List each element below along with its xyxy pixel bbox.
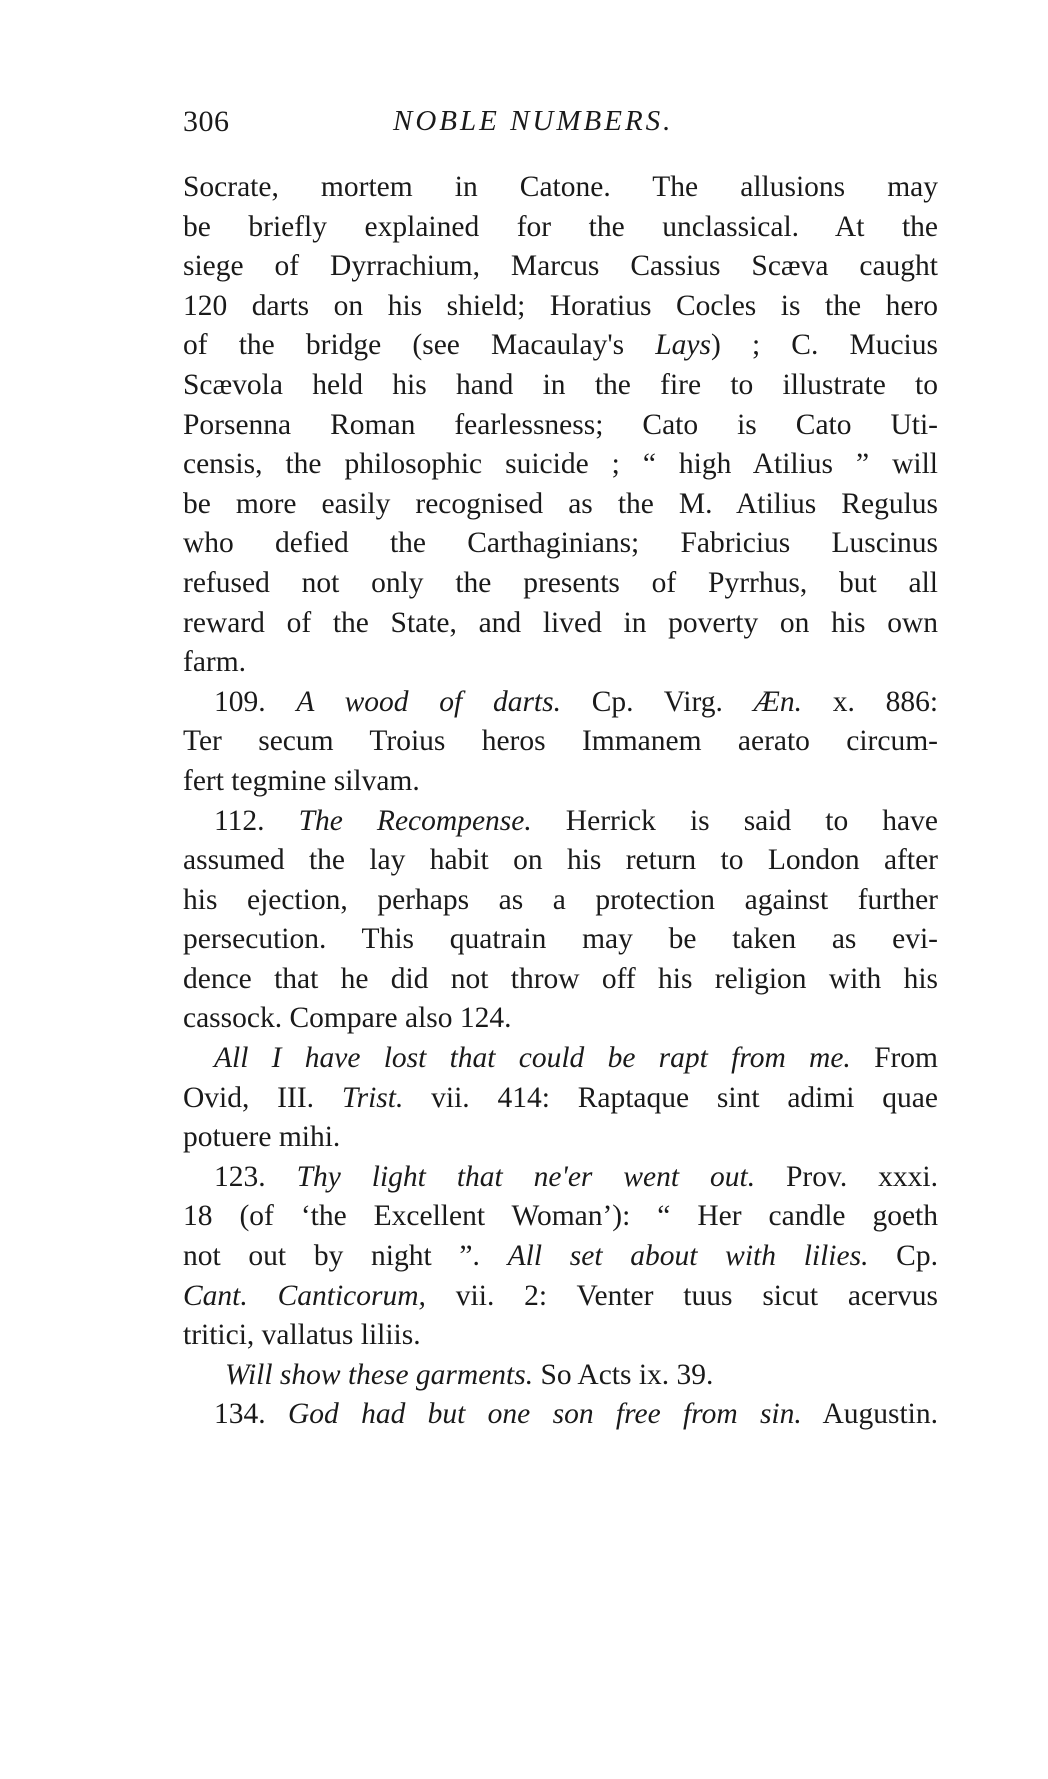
text-line: who defied the Carthaginians; Fabricius Luscinus — [183, 527, 938, 560]
text-line: reward of the State, and lived in poverty on his own — [183, 606, 938, 639]
page-number: 306 — [183, 105, 230, 138]
note-134-heading — [183, 1395, 938, 1435]
note-109-heading — [183, 683, 938, 723]
note-lemma: All I have lost that could be rapt from me. — [214, 1042, 851, 1075]
text-line — [183, 1277, 938, 1317]
text-run: So Acts ix. 39. — [533, 1358, 714, 1391]
note-lemma-line — [183, 1039, 938, 1079]
text-line: his ejection, perhaps as a protection against further — [183, 883, 938, 916]
note-lemma-line — [183, 1356, 938, 1396]
text-run: From — [850, 1042, 938, 1075]
text-line: Socrate, mortem in Catone. The allusions may — [183, 171, 938, 203]
text-run: vii. 2: Venter tuus sicut acervus — [425, 1279, 938, 1312]
note-lemma: God had but one son free from sin. — [287, 1398, 802, 1431]
text-run: Augustin. — [801, 1398, 938, 1431]
text-line: 18 (of ‘the Excellent Woman’): “ Her candle goeth — [183, 1200, 938, 1233]
italic-title: Æn. — [753, 685, 802, 718]
note-number: 112. — [214, 804, 299, 837]
text-line: 120 darts on his shield; Horatius Cocles is the hero — [183, 289, 938, 322]
text-run: ) ; C. Mucius — [711, 329, 938, 362]
text-line: Porsenna Roman fearlessness; Cato is Cato Uti- — [183, 408, 938, 441]
text-run: Herrick is said to have — [531, 804, 938, 837]
text-line: dence that he did not throw off his religion with his — [183, 962, 938, 995]
text-run: Cp. — [868, 1240, 938, 1273]
text-line: assumed the lay habit on his return to London after — [183, 844, 938, 877]
text-run: vii. 414: Raptaque sint adimi quae — [403, 1081, 938, 1114]
text-line — [183, 1079, 938, 1119]
text-line: persecution. This quatrain may be taken as evi- — [183, 923, 938, 956]
text-line: fert tegmine silvam. — [183, 764, 420, 797]
running-title: NOBLE NUMBERS. — [393, 105, 674, 137]
text-run: of the bridge (see Macaulay's — [183, 329, 656, 362]
text-line: siege of Dyrrachium, Marcus Cassius Scæva caught — [183, 250, 938, 283]
italic-title: Cant. Canticorum, — [183, 1279, 426, 1312]
text-line — [183, 1237, 938, 1277]
text-line — [183, 326, 938, 366]
text-run: Cp. Virg. — [560, 685, 754, 718]
text-line: refused not only the presents of Pyrrhus, but all — [183, 566, 938, 599]
note-112-heading — [183, 802, 938, 842]
text-run: x. 886: — [801, 685, 939, 718]
text-line: censis, the philosophic suicide ; “ high Atilius ” will — [183, 448, 938, 481]
text-line: cassock. Compare also 124. — [183, 1002, 512, 1035]
text-line: farm. — [183, 646, 247, 679]
note-lemma: A wood of darts. — [296, 685, 561, 718]
italic-title: Lays — [655, 329, 711, 362]
text-run: Ovid, III. — [183, 1081, 342, 1114]
text-line: Scævola held his hand in the fire to illustrate to — [183, 368, 938, 401]
page-header — [183, 105, 943, 149]
note-lemma: All set about with lilies. — [507, 1240, 869, 1273]
note-lemma: The Recompense. — [298, 804, 532, 837]
text-line: be more easily recognised as the M. Atilius Regulus — [183, 487, 938, 520]
note-number: 134. — [214, 1398, 288, 1431]
text-run: Prov. xxxi. — [755, 1160, 938, 1193]
text-line: Ter secum Troius heros Immanem aerato circum- — [183, 725, 938, 758]
text-line: potuere mihi. — [183, 1121, 341, 1154]
note-number: 109. — [214, 685, 297, 718]
text-line: tritici, vallatus liliis. — [183, 1319, 421, 1352]
note-123-heading — [183, 1158, 938, 1198]
note-lemma: Will show these garments. — [225, 1358, 534, 1391]
text-run: not out by night ”. — [183, 1240, 508, 1273]
notes-body — [183, 168, 938, 1435]
note-lemma: Thy light that ne'er went out. — [296, 1160, 756, 1193]
note-number: 123. — [214, 1160, 297, 1193]
text-line: be briefly explained for the unclassical. At the — [183, 210, 938, 243]
italic-title: Trist. — [341, 1081, 404, 1114]
